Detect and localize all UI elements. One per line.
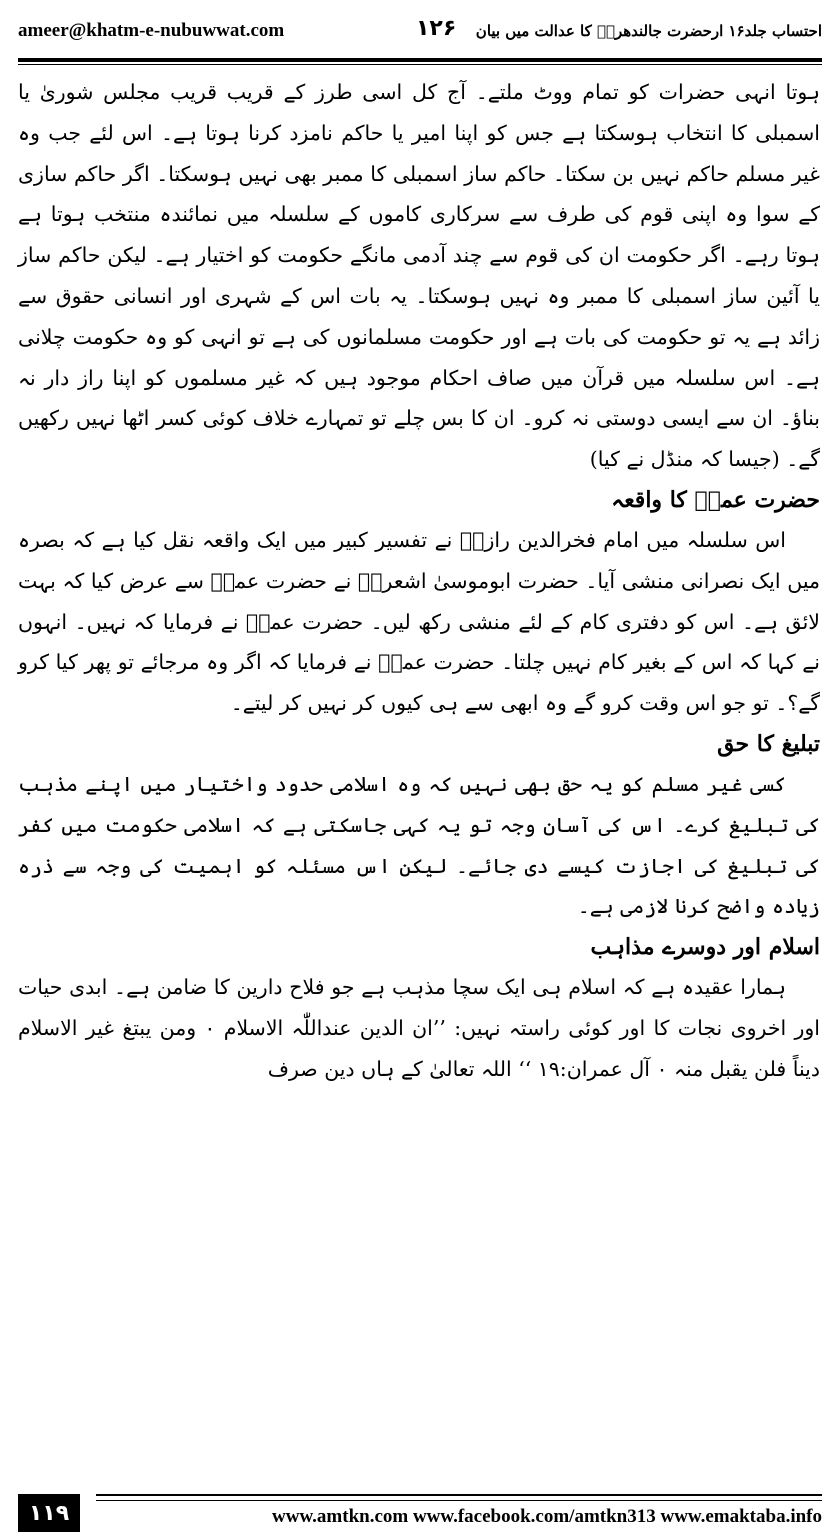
footer-links[interactable]: www.amtkn.com www.facebook.com/amtkn313 www.emaktaba.info: [272, 1506, 822, 1527]
footer-rule-top: [96, 1494, 822, 1496]
footer-page-number: ۱۱۹: [18, 1494, 80, 1532]
heading-islam-and-other-religions: اسلام اور دوسرے مذاہب: [590, 934, 820, 961]
heading-umar-incident: حضرت عمرؓ کا واقعہ: [611, 486, 820, 513]
header-rule-thin: [18, 64, 822, 65]
paragraph-4: ہمارا عقیدہ ہے کہ اسلام ہی ایک سچا مذہب ہے جو فلاح دارین کا ضامن ہے۔ ابدی حیات اور اخروی نجات کا اور کوئی راستہ نہیں: ’’ان الدین عنداللّٰہ الاسلام ۰ ومن یبتغ غیر الاسلام دیناً فلن یقبل منہ ۰ آل عمران:۱۹ ‘‘ اللہ تعالیٰ کے ہاں دین صرف: [18, 975, 820, 1081]
page-content: [18, 72, 820, 1090]
header-email[interactable]: ameer@khatm-e-nubuwwat.com: [18, 20, 285, 41]
paragraph-2: اس سلسلہ میں امام فخرالدین رازیؒ نے تفسیر کبیر میں ایک واقعہ نقل کیا ہے کہ بصرہ میں ایک نصرانی منشی آیا۔ حضرت ابوموسیٰ اشعریؓ نے حضرت عمرؓ سے عرض کیا کہ بہت لائق ہے۔ اس کو دفتری کام کے لئے منشی رکھ لیں۔ حضرت عمرؓ نے فرمایا کہ نہیں۔ انہوں نے کہا کہ اس کے بغیر کام نہیں چلتا۔ حضرت عمرؓ نے فرمایا کہ اگر وہ مرجائے تو پھر کیا کرو گے؟۔ تو جو اس وقت کرو گے وہ ابھی سے ہی کیوں کر نہیں کر لیتے۔: [18, 527, 820, 716]
footer-rule-thin: [96, 1500, 822, 1501]
paragraph-1: ہوتا انہی حضرات کو تمام ووٹ ملتے۔ آج کل اسی طرز کے قریب قریب مجلس شوریٰ یا اسمبلی کا انتخاب ہوسکتا ہے جس کو اپنا امیر یا حاکم نامزد کرنا ہوتا ہے۔ اس لئے جب وہ غیر مسلم حاکم نہیں بن سکتا۔ حاکم ساز اسمبلی کا ممبر بھی نہیں ہوسکتا۔ اگر حاکم سازی کے سوا وہ اپنی قوم کی طرف سے سرکاری کاموں کے سلسلہ میں نمائندہ منتخب ہوتا ہے ہوتا رہے۔ اگر حکومت ان کی قوم سے چند آدمی مانگے حکومت کو اختیار ہے۔ لیکن حاکم ساز یا آئین ساز اسمبلی کا ممبر وہ نہیں ہوسکتا۔ یہ بات اس کے شہری اور انسانی حقوق سے زائد ہے یہ تو حکومت کی بات ہے اور حکومت مسلمانوں کی ہے تو انہی کو وہ حکومت چلانی ہے۔ اس سلسلہ میں قرآن میں صاف احکام موجود ہیں کہ غیر مسلموں کو اپنا راز دار نہ بناؤ۔ ان سے ایسی دوستی نہ کرو۔ ان کا بس چلے تو تمہارے خلاف کوئی کسر اٹھا نہیں رکھیں گے۔ (جیسا کہ منڈل نے کیا): [18, 80, 820, 472]
header-rule: [18, 58, 822, 62]
heading-right-of-preaching: تبلیغ کا حق: [717, 730, 820, 757]
header-page-number: ۱۲۶: [416, 16, 457, 41]
page-header: [18, 14, 822, 48]
header-title: احتساب جلد۱۶ ارحضرت جالندھریؒ کا عدالت میں بیان: [475, 22, 822, 40]
paragraph-3: کسی غیر مسلم کو یہ حق بھی نہیں کہ وہ اسلامی حدود واختیار میں اپنے مذہب کی تبلیغ کرے۔ اس کی آسان وجہ تو یہ کہی جاسکتی ہے کہ اسلامی حکومت میں کفر کی تبلیغ کی اجازت کیسے دی جائے۔ لیکن اس مسئلہ کو اہمیت کی وجہ سے ذرہ زیادہ واضح کرنا لازمی ہے۔: [18, 771, 820, 919]
